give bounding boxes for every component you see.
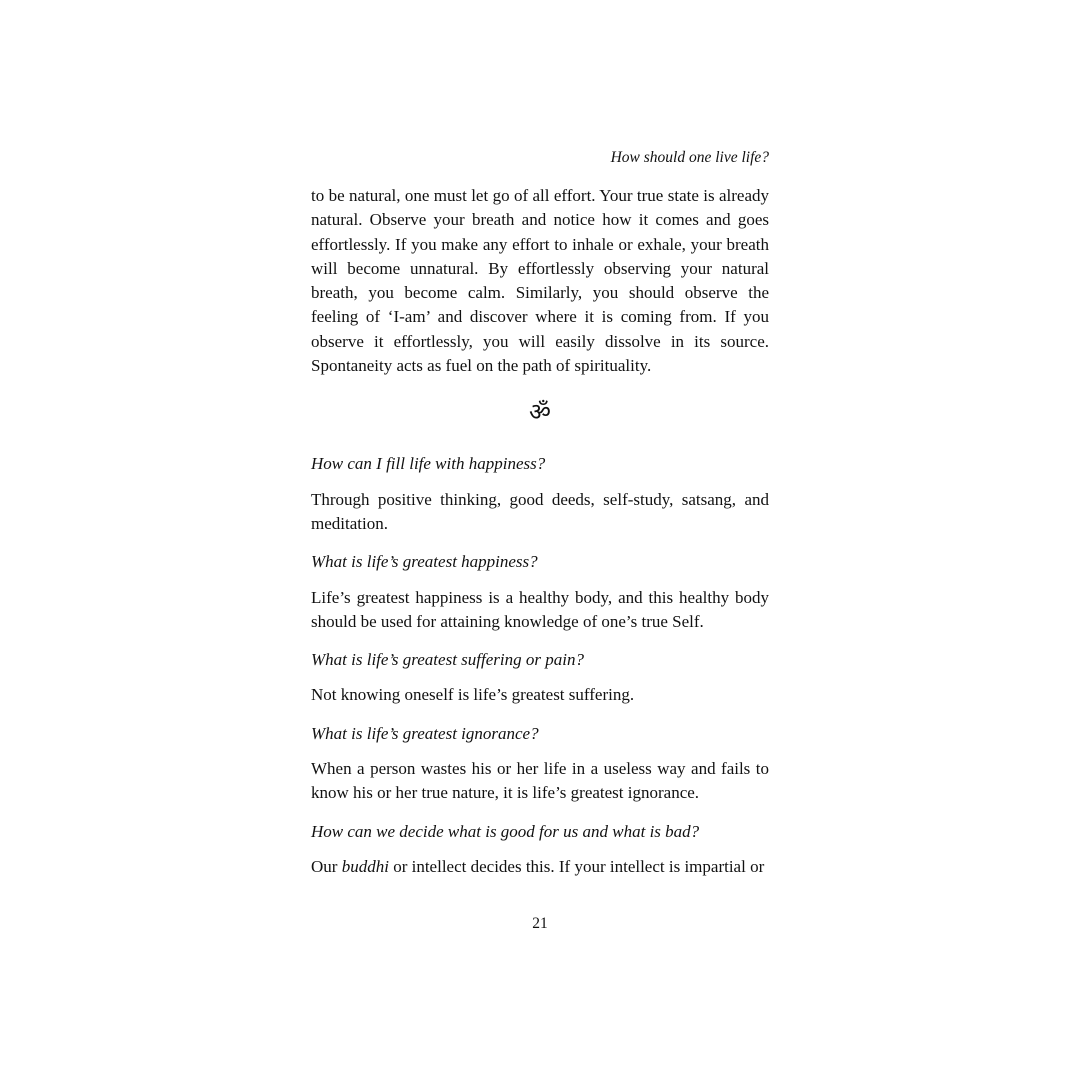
question-4: What is life’s greatest ignorance? (311, 723, 539, 743)
answer-5-italic-term: buddhi (341, 856, 389, 876)
om-symbol-divider: ॐ (529, 400, 551, 427)
answer-2: Life’s greatest happiness is a healthy body, and this healthy body should be used for attaining knowledge of one’s true Self. (311, 587, 769, 631)
running-head: How should one live life? (610, 149, 769, 166)
question-3: What is life’s greatest suffering or pain? (311, 650, 584, 670)
body-text (311, 184, 769, 879)
question-1: How can I fill life with happiness? (311, 454, 546, 474)
answer-5 (311, 855, 769, 879)
answer-1: Through positive thinking, good deeds, self-study, satsang, and meditation. (311, 489, 769, 533)
question-5: How can we decide what is good for us and what is bad? (311, 821, 700, 841)
book-page (311, 0, 769, 1080)
answer-5-prefix: Our (311, 856, 342, 876)
question-2: What is life’s greatest happiness? (311, 552, 538, 572)
answer-3: Not knowing oneself is life’s greatest suffering. (311, 685, 635, 705)
answer-4: When a person wastes his or her life in a useless way and fails to know his or her true nature, it is life’s greatest ignorance. (311, 759, 769, 803)
intro-paragraph: to be natural, one must let go of all effort. Your true state is already natural. Observe your breath and notice how it comes and goes effortlessly. If you make any effort to inhale or exhale, your breath will become unnatural. By effortlessly observing your natural breath, you become calm. Similarly, you should observe the feeling of ‘I-am’ and discover where it is coming from. If you observe it effortlessly, you will easily dissolve in its source. Spontaneity acts as fuel on the path of spirituality. (311, 186, 769, 376)
page-number: 21 (532, 915, 548, 932)
answer-5-suffix: or intellect decides this. If your intellect is impartial or (388, 856, 765, 876)
